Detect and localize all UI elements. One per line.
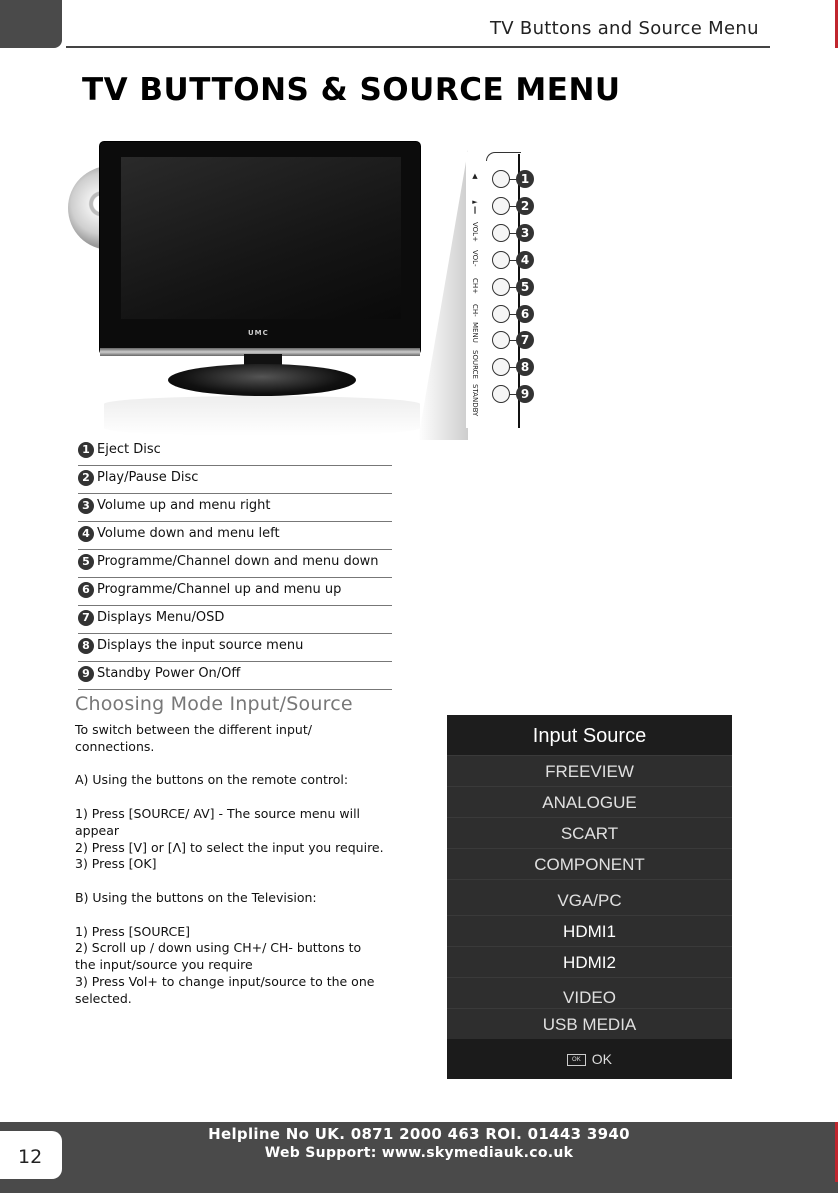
instructions-text (75, 722, 385, 1008)
callout-number: 7 (516, 331, 534, 349)
legend-item (78, 578, 392, 606)
callout-number: 6 (516, 305, 534, 323)
play-pause-button[interactable] (492, 197, 510, 215)
menu-item-usb-media[interactable]: USB MEDIA (447, 1008, 732, 1039)
legend-text: Eject Disc (97, 442, 161, 457)
tv-step: 2) Scroll up / down using CH+/ CH- buttons to the input/source you require (75, 940, 362, 973)
eject-button[interactable] (492, 170, 510, 188)
intro-paragraph: To switch between the different input/ connections. (75, 722, 312, 754)
callout-number: 2 (516, 197, 534, 215)
strip-label-eject: ▲ (471, 172, 479, 180)
strip-label-vol-down: VOL- (471, 250, 479, 267)
standby-button[interactable] (492, 385, 510, 403)
strip-label-standby: STANDBY (471, 384, 479, 417)
ok-key-icon: OK (567, 1054, 586, 1066)
menu-item-scart[interactable]: SCART (447, 817, 732, 848)
strip-label-ch-up: CH+ (471, 278, 479, 295)
legend-item (78, 606, 392, 634)
strip-label-source: SOURCE (471, 350, 479, 379)
input-source-menu (447, 715, 732, 1079)
tv-logo: UMC (248, 329, 269, 337)
remote-step: 1) Press [SOURCE/ AV] - The source menu will appear (75, 805, 361, 838)
page-number: 12 (18, 1146, 43, 1168)
menu-item-hdmi2[interactable]: HDMI2 (447, 946, 732, 977)
menu-item-analogue[interactable]: ANALOGUE (447, 786, 732, 817)
callout-number: 1 (516, 170, 534, 188)
legend-number: 1 (78, 442, 94, 458)
vol-down-button[interactable] (492, 251, 510, 269)
remote-heading: A) Using the buttons on the remote control: (75, 772, 349, 788)
section-title: Choosing Mode Input/Source (75, 693, 353, 715)
callout-number: 5 (516, 278, 534, 296)
ch-up-button[interactable] (492, 278, 510, 296)
callout-number: 3 (516, 224, 534, 242)
legend-number: 4 (78, 526, 94, 542)
legend-item (78, 466, 392, 494)
legend-text: Displays the input source menu (97, 638, 304, 653)
strip-label-vol-up: VOL+ (471, 222, 479, 242)
source-button[interactable] (492, 358, 510, 376)
legend-text: Volume down and menu left (97, 526, 280, 541)
menu-item-video[interactable]: VIDEO (447, 977, 732, 1008)
tv-step: 3) Press Vol+ to change input/source to the one selected. (75, 973, 375, 1006)
legend-item (78, 550, 392, 578)
header-divider (66, 46, 770, 48)
legend-text: Programme/Channel up and menu up (97, 582, 342, 597)
callout-number: 8 (516, 358, 534, 376)
remote-step: 3) Press [OK] (75, 856, 157, 872)
strip-label-ch-down: CH- (471, 304, 479, 317)
legend-number: 2 (78, 470, 94, 486)
menu-item-vga-pc[interactable]: VGA/PC (447, 879, 732, 915)
header-title: TV Buttons and Source Menu (490, 18, 759, 39)
legend-number: 7 (78, 610, 94, 626)
legend-number: 5 (78, 554, 94, 570)
menu-button[interactable] (492, 331, 510, 349)
callout-number: 4 (516, 251, 534, 269)
button-strip-top (486, 152, 521, 161)
legend-item (78, 438, 392, 466)
strip-label-play: ►‖ (471, 198, 479, 214)
ok-label: OK (591, 1051, 612, 1067)
tv-step: 1) Press [SOURCE] (75, 923, 191, 939)
strip-label-menu: MENU (471, 322, 479, 343)
menu-item-hdmi1[interactable]: HDMI1 (447, 915, 732, 946)
legend-item (78, 494, 392, 522)
menu-item-freeview[interactable]: FREEVIEW (447, 755, 732, 786)
legend-text: Programme/Channel down and menu down (97, 554, 379, 569)
legend-text: Displays Menu/OSD (97, 610, 225, 625)
header-corner-tab (0, 0, 62, 48)
legend-item (78, 522, 392, 550)
legend-text: Standby Power On/Off (97, 666, 241, 681)
menu-title: Input Source (447, 715, 732, 755)
legend-number: 3 (78, 498, 94, 514)
button-strip-zoom (418, 150, 468, 440)
vol-up-button[interactable] (492, 224, 510, 242)
legend-number: 6 (78, 582, 94, 598)
legend-item (78, 634, 392, 662)
legend-text: Volume up and menu right (97, 498, 271, 513)
menu-footer (447, 1039, 732, 1079)
menu-item-component[interactable]: COMPONENT (447, 848, 732, 879)
helpline-text: Helpline No UK. 0871 2000 463 ROI. 01443 3940 (208, 1125, 630, 1143)
legend-item (78, 662, 392, 690)
callout-number: 9 (516, 385, 534, 403)
legend-number: 9 (78, 666, 94, 682)
ch-down-button[interactable] (492, 305, 510, 323)
tv-heading: B) Using the buttons on the Television: (75, 889, 317, 905)
remote-step: 2) Press [V] or [Λ] to select the input you require. (75, 839, 384, 855)
page-title: TV BUTTONS & SOURCE MENU (82, 72, 621, 108)
web-support-text: Web Support: www.skymediauk.co.uk (264, 1145, 574, 1161)
tv-stand-base (168, 364, 356, 396)
tv-reflection (104, 396, 420, 436)
legend-text: Play/Pause Disc (97, 470, 199, 485)
tv-screen (121, 157, 401, 319)
legend-number: 8 (78, 638, 94, 654)
